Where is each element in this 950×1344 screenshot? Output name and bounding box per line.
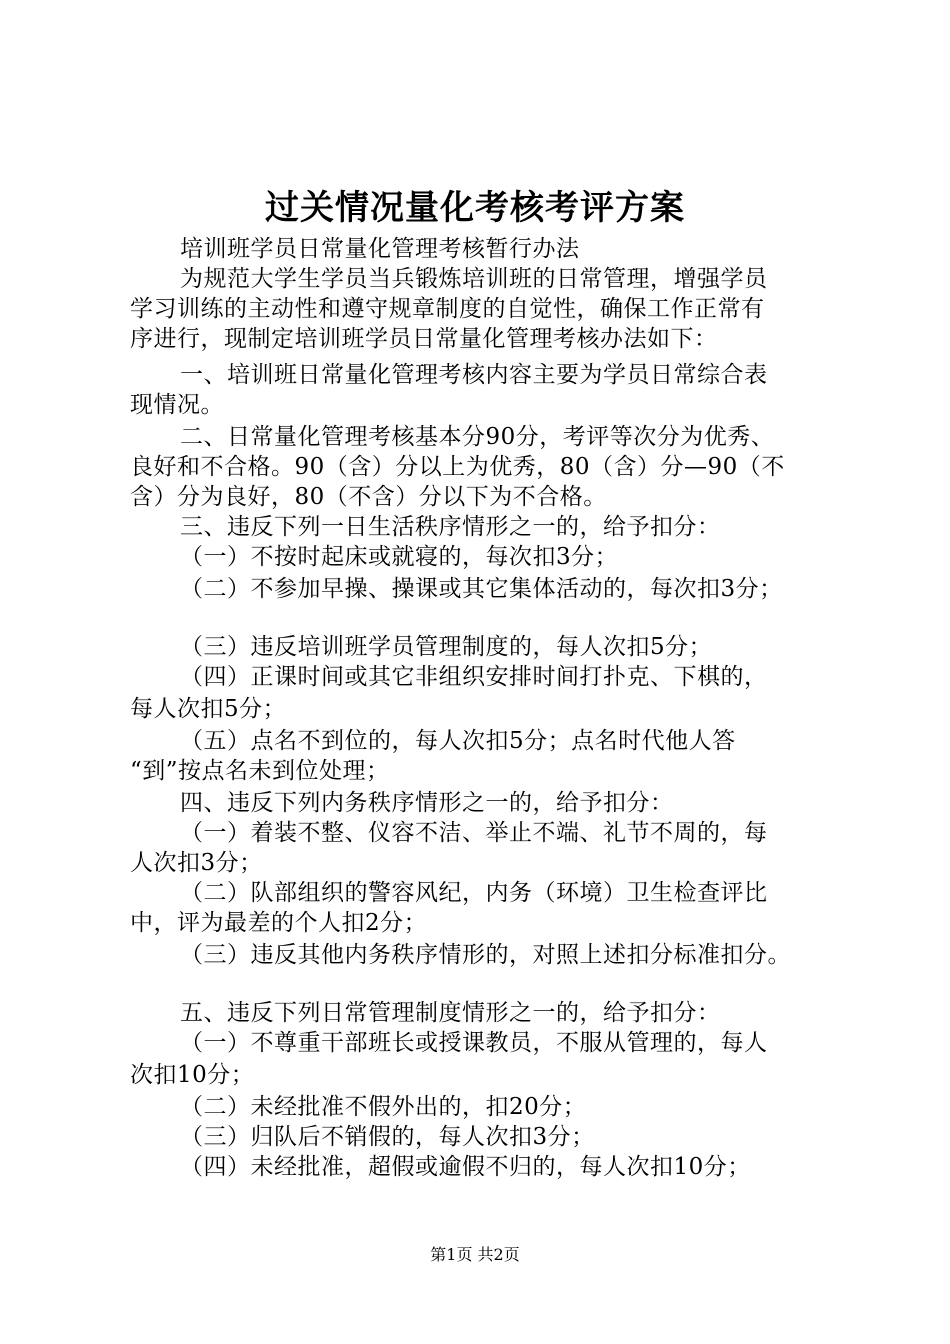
paragraph-line: （五）点名不到位的，每人次扣5分；点名时代他人答 — [180, 728, 736, 754]
paragraph-line: 次扣10分； — [130, 1062, 255, 1088]
paragraph-line: （二）不参加早操、操课或其它集体活动的，每次扣3分； — [180, 576, 783, 602]
paragraph-line: 一、培训班日常量化管理考核内容主要为学员日常综合表 — [180, 362, 768, 388]
paragraph-line: 中，评为最差的个人扣2分； — [130, 910, 428, 936]
paragraph-line: （三）违反其他内务秩序情形的，对照上述扣分标准扣分。 — [180, 942, 791, 968]
paragraph-line: （一）着装不整、仪容不洁、举止不端、礼节不周的，每 — [180, 820, 768, 846]
page-footer: 第1页 共2页 — [430, 1245, 520, 1264]
paragraph-line: 五、违反下列日常管理制度情形之一的，给予扣分： — [180, 1000, 721, 1026]
paragraph-line: 为规范大学生学员当兵锻炼培训班的日常管理，增强学员 — [180, 266, 768, 292]
paragraph-line: 序进行，现制定培训班学员日常量化管理考核办法如下： — [130, 326, 718, 352]
paragraph-line: 每人次扣5分； — [130, 696, 287, 722]
paragraph-line: （四）未经批准，超假或逾假不归的，每人次扣10分； — [180, 1154, 751, 1180]
paragraph-line: 良好和不合格。90（含）分以上为优秀，80（含）分—90（不 — [130, 454, 785, 480]
paragraph-line: 含）分为良好，80（不含）分以下为不合格。 — [130, 484, 607, 510]
document-title: 过关情况量化考核考评方案 — [265, 188, 685, 228]
paragraph-line: （三）归队后不销假的，每人次扣3分； — [180, 1124, 595, 1150]
paragraph-line: （二）未经批准不假外出的，扣20分； — [180, 1094, 587, 1120]
paragraph-line: 三、违反下列一日生活秩序情形之一的，给予扣分： — [180, 514, 721, 540]
paragraph-line: （四）正课时间或其它非组织安排时间打扑克、下棋的， — [180, 664, 768, 690]
paragraph-line: 现情况。 — [130, 392, 224, 418]
paragraph-line: 学习训练的主动性和遵守规章制度的自觉性，确保工作正常有 — [130, 296, 765, 322]
paragraph-line: 培训班学员日常量化管理考核暂行办法 — [180, 236, 580, 262]
paragraph-line: 四、违反下列内务秩序情形之一的，给予扣分： — [180, 790, 674, 816]
paragraph-line: （二）队部组织的警容风纪，内务（环境）卫生检查评比 — [180, 880, 768, 906]
paragraph-line: （一）不尊重干部班长或授课教员，不服从管理的，每人 — [180, 1030, 768, 1056]
paragraph-line: 二、日常量化管理考核基本分90分，考评等次分为优秀、 — [180, 424, 775, 450]
paragraph-line: （三）违反培训班学员管理制度的，每人次扣5分； — [180, 634, 713, 660]
paragraph-line: （一）不按时起床或就寝的，每次扣3分； — [180, 544, 619, 570]
paragraph-line: “到”按点名未到位处理； — [130, 758, 390, 784]
paragraph-line: 人次扣3分； — [130, 850, 263, 876]
